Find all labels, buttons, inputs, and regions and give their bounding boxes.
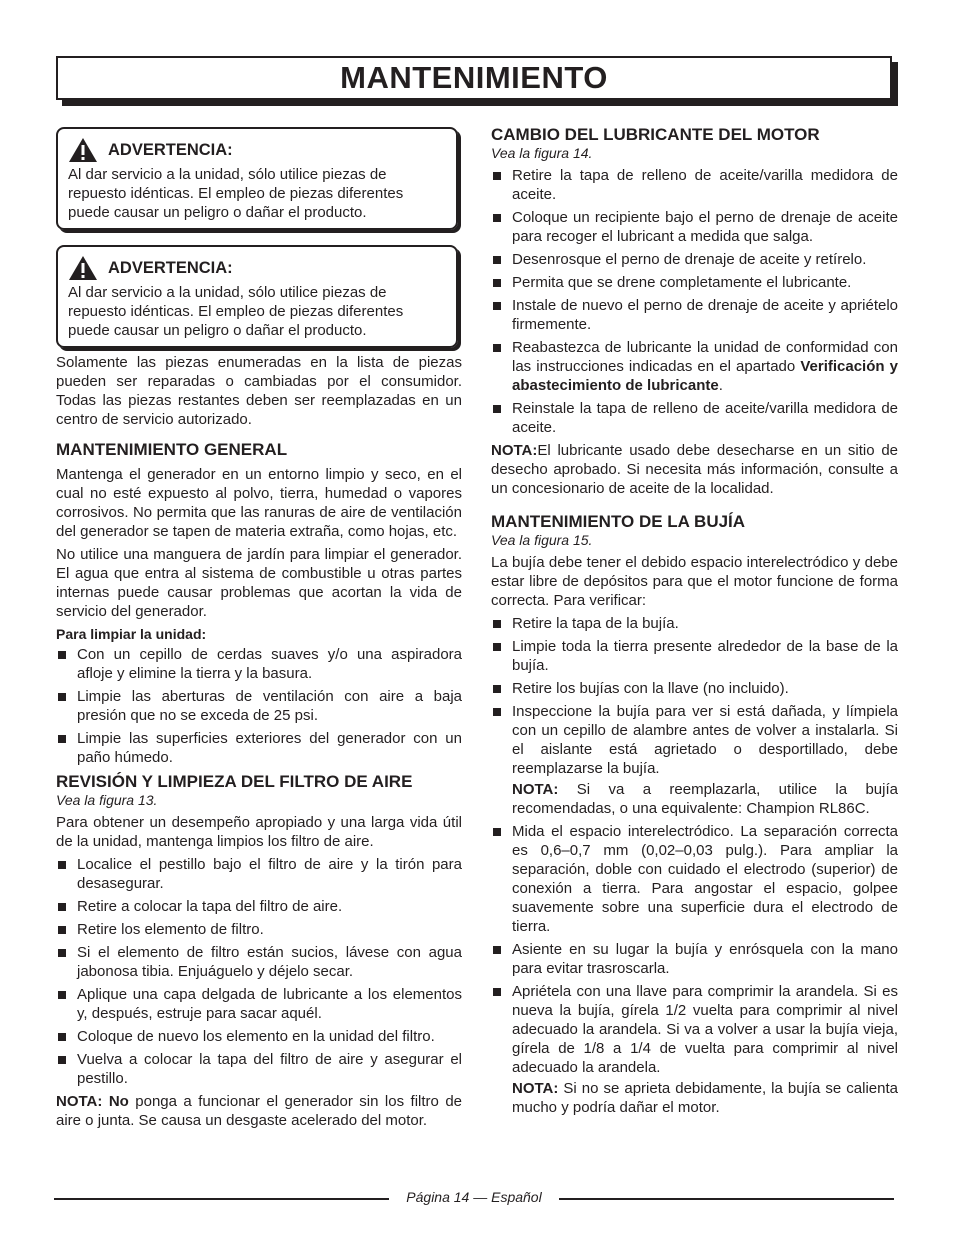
list-item: Retire la tapa de la bujía. [491,614,898,633]
paragraph: Mantenga el generador en un entorno limpio y seco, en el cual no esté expuesto al polvo, tierra, humedad o vapores corrosivos. No permita que las ranuras de aire de ventilación del generador se tapen de materia extraña, como hojas, etc. [56,466,462,540]
section-heading: CAMBIO DEL LUBRICANTE DEL MOTOR [491,125,820,144]
bullet-icon [58,903,66,911]
bullet-icon [58,861,66,869]
list-item: Coloque un recipiente bajo el perno de drenaje de aceite para recoger el lubricant a medida que salga. [491,208,898,246]
list-item: Limpie toda la tierra presente alrededor de la base de la bujía. [491,637,898,675]
list-item: Retire los bujías con la llave (no incluido). [491,679,898,698]
list-item: Retire a colocar la tapa del filtro de aire. [56,897,462,916]
bullet-icon [493,405,501,413]
section-heading: MANTENIMIENTO GENERAL [56,440,288,459]
list-item: Mida el espacio interelectródico. La separación correcta es 0,6–0,7 mm (0,02–0,03 pulg.). Para ampliar la separación, doble con cuidado el electrodo (superior) de conexión a tierra. Para angostar el espacio, golpee suavemente sobre una superficie dura el electrodo de tierra. [491,822,898,936]
warning-label: ADVERTENCIA: [108,258,233,277]
inline-note: NOTA: Si va a reemplazarla, utilice la bujía recomendadas, o una equivalente: Champion RL86C. [512,781,898,817]
bullet-icon [493,685,501,693]
figure-reference: Vea la figura 14. [491,145,593,161]
list-item: Aplique una capa delgada de lubricante a los elementos y, después, estruje para sacar aquél. [56,985,462,1023]
bullet-icon [493,302,501,310]
page-footer [54,1188,894,1208]
bullet-icon [493,988,501,996]
bullet-icon [58,693,66,701]
page-title-box [56,56,892,100]
section-general [56,439,462,771]
list-item: Con un cepillo de cerdas suaves y/o una aspiradora afloje y elimine la tierra y la basura. [56,645,462,683]
bullet-icon [493,172,501,180]
paragraph: No utilice una manguera de jardín para limpiar el generador. El agua que entra al sistema de combustible u otras partes internas puede causar problemas que acortan la vida de servicio del generador. [56,546,462,620]
list-item: Si el elemento de filtro están sucios, lávese con agua jabonosa tibia. Enjuáguelo y déjelo secar. [56,943,462,981]
list-item: Limpie las aberturas de ventilación con aire a baja presión que no se exceda de 25 psi. [56,687,462,725]
page-number: Página 14 — Español [406,1189,542,1205]
bullet-icon [493,279,501,287]
list-item: Coloque de nuevo los elemento en la unidad del filtro. [56,1027,462,1046]
section-heading: MANTENIMIENTO DE LA BUJÍA [491,512,746,531]
bullet-icon [58,1033,66,1041]
figure-reference: Vea la figura 13. [56,792,158,808]
paragraph: Para obtener un desempeño apropiado y una larga vida útil de la unidad, mantenga limpios los filtro de aire. [56,814,462,850]
bullet-icon [493,214,501,222]
list-item: Reabastezca de lubricante la unidad de conformidad con las instrucciones indicadas en el apartado Verificación y abastecimiento de lubricante. [491,338,898,395]
figure-reference: Vea la figura 15. [491,532,593,548]
list-item: Instale de nuevo el perno de drenaje de aceite y apriételo firmemente. [491,296,898,334]
section-oil [491,124,898,502]
bullet-icon [493,946,501,954]
inline-note: NOTA: Si no se aprieta debidamente, la bujía se calienta mucho y podría dañar el motor. [512,1080,898,1116]
note: NOTA: No ponga a funcionar el generador sin los filtro de aire o junta. Se causa un desgaste acelerado del motor. [56,1093,463,1129]
bullet-icon [58,651,66,659]
bullet-icon [58,926,66,934]
bullet-icon [493,256,501,264]
list-item: Inspeccione la bujía para ver si está dañada, y límpiela con un cepillo de alambre antes de volver a instalarla. Si el aislante está agrietado o desportillado, debe reemplazarse la bujía. NOTA: Si va a reemplazarla, utilice la bujía recomendadas, o una equivalente: Champion RL86C. [491,702,898,818]
list-item: Asiente en su lugar la bujía y enrósquela con la mano para evitar trasroscarla. [491,940,898,978]
bullet-icon [58,735,66,743]
bullet-icon [493,708,501,716]
section-filter [56,771,462,1134]
warning-text: Al dar servicio a la unidad, sólo utilice piezas de repuesto idénticas. El empleo de piezas diferentes puede causar un peligro o dañar el producto. [68,284,404,339]
warning-box-1 [56,127,458,230]
section-spark [491,511,898,1121]
page-title: MANTENIMIENTO [340,60,608,95]
intro-paragraph: Solamente las piezas enumeradas en la lista de piezas pueden ser reparadas o cambiadas por el consumidor. Todas las piezas restantes deben ser reemplazadas en un centro de servicio autorizado. [56,354,462,428]
bullet-icon [493,620,501,628]
list-item: Limpie las superficies exteriores del generador con un paño húmedo. [56,729,462,767]
warning-triangle-icon [68,137,98,163]
warning-label: ADVERTENCIA: [108,140,233,159]
note: NOTA:El lubricante usado debe desecharse en un sitio de desecho aprobado. Si necesita más información, consulte a un concesionario de aceite de la localidad. [491,442,898,497]
paragraph: La bujía debe tener el debido espacio interelectródico y debe estar libre de depósitos para que el motor funcione de forma correcta. Para verificar: [491,554,898,609]
list-item: Retire la tapa de relleno de aceite/varilla medidora de aceite. [491,166,898,204]
bullet-icon [493,344,501,352]
bullet-icon [493,828,501,836]
list-item: Localice el pestillo bajo el filtro de aire y la tirón para desasegurar. [56,855,462,893]
list-item: Apriétela con una llave para comprimir la arandela. Si es nueva la bujía, gírela 1/2 vuelta para comprimir al nivel adecuado la arandela. Si va a volver a usar la bujía vieja, gírela de 1/8 a 1/4 de vuelta para comprimir al nivel adecuado la arandela. NOTA: Si no se aprieta debidamente, la bujía se calienta mucho y podría dañar el motor. [491,982,898,1117]
list-item: Retire los elemento de filtro. [56,920,462,939]
list-item: Permita que se drene completamente el lubricante. [491,273,898,292]
bullet-icon [58,949,66,957]
list-item: Desenrosque el perno de drenaje de aceite y retírelo. [491,250,898,269]
list-item: Vuelva a colocar la tapa del filtro de aire y asegurar el pestillo. [56,1050,462,1088]
subheading: Para limpiar la unidad: [56,626,207,642]
warning-triangle-icon [68,255,98,281]
warning-text: Al dar servicio a la unidad, sólo utilice piezas de repuesto idénticas. El empleo de piezas diferentes puede causar un peligro o dañar el producto. [68,166,404,221]
bullet-icon [58,1056,66,1064]
bullet-icon [493,643,501,651]
list-item: Reinstale la tapa de relleno de aceite/varilla medidora de aceite. [491,399,898,437]
bullet-icon [58,991,66,999]
warning-box-2 [56,245,458,348]
section-heading: REVISIÓN Y LIMPIEZA DEL FILTRO DE AIRE [56,772,413,791]
